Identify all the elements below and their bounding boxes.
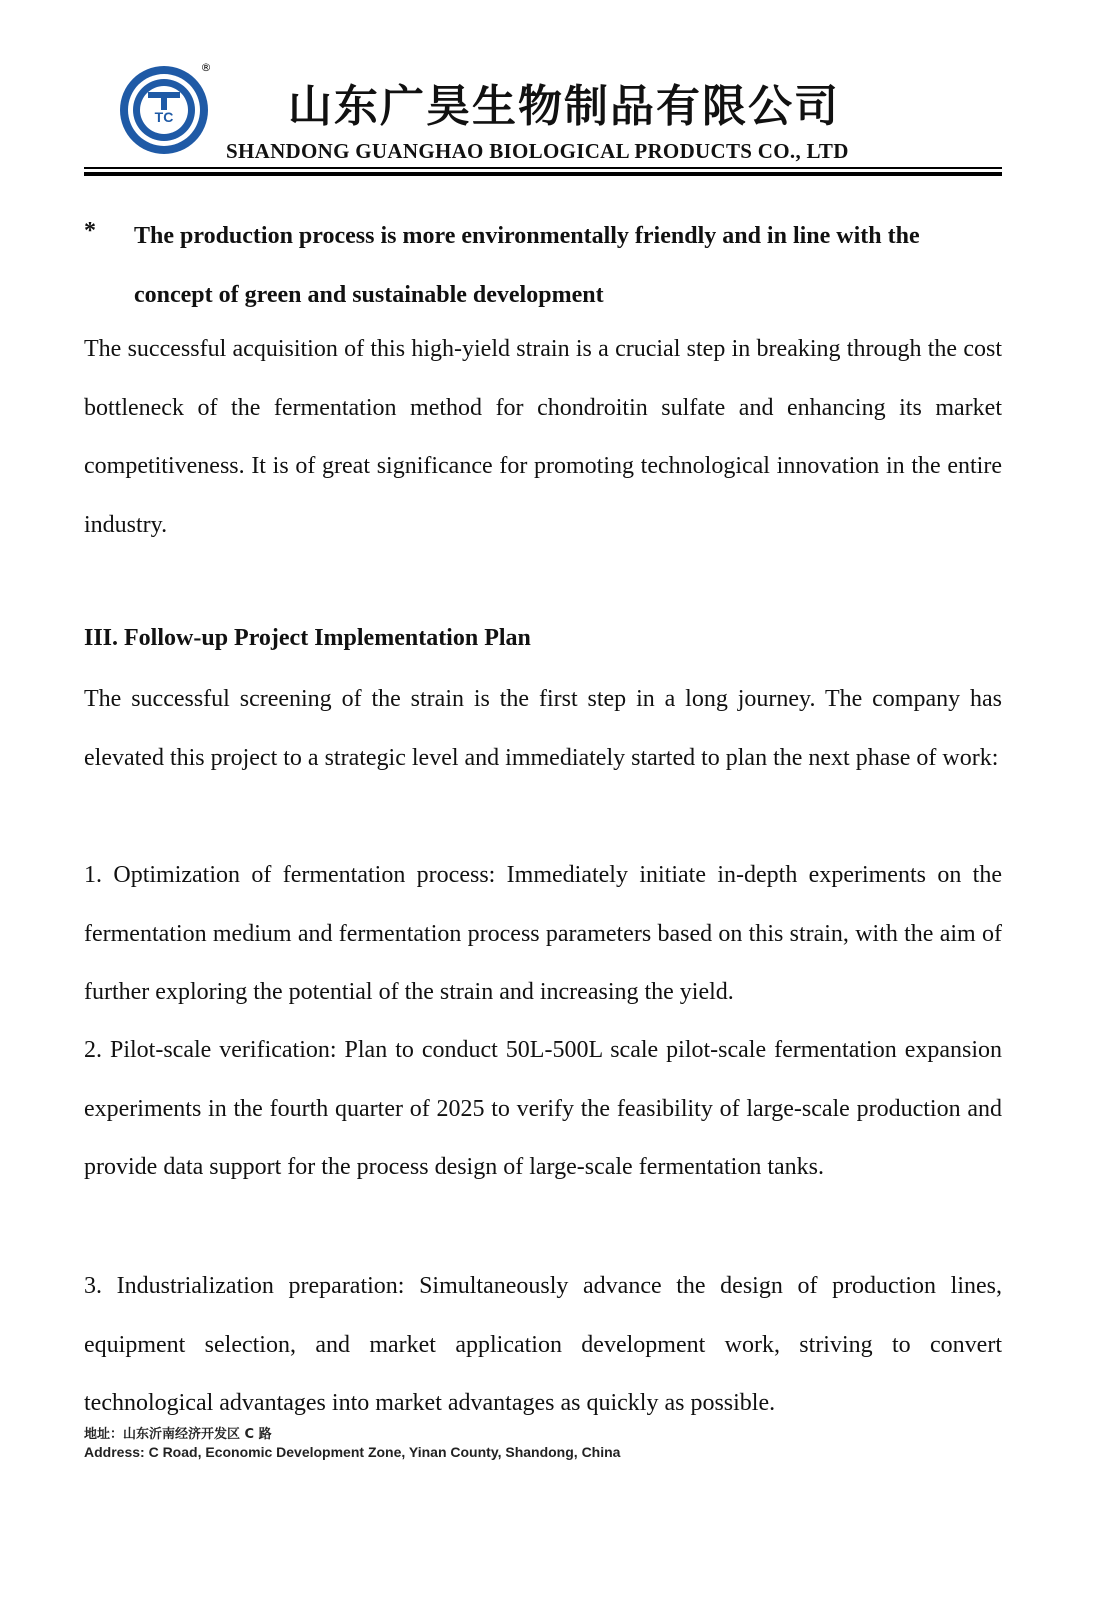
registered-mark: ® bbox=[200, 61, 212, 74]
company-logo bbox=[118, 58, 218, 158]
company-name-cn: 山东广昊生物制品有限公司 bbox=[288, 81, 840, 132]
list-item-optimization: 1. Optimization of fermentation process: Immediately initiate in-depth experiments on the fermentation medium and fermentation process parameters based on this strain, with the aim of further exploring the potential of the strain and increasing the yield. bbox=[84, 862, 1002, 1006]
logo-text: TC bbox=[154, 109, 174, 125]
paragraph-significance: The successful acquisition of this high-yield strain is a crucial step in breaking through the cost bottleneck of the fermentation method for chondroitin sulfate and enhancing its market competitiveness. It is of great significance for promoting technological innovation in the entire industry. bbox=[84, 336, 1002, 538]
footer-address-cn: 地址：山东沂南经济开发区 C 路 bbox=[84, 1427, 272, 1442]
bullet-marker: * bbox=[84, 218, 96, 244]
header-rule-thin bbox=[84, 167, 1002, 169]
paragraph-intro: The successful screening of the strain is the first step in a long journey. The company has elevated this project to a strategic level and immediately started to plan the next phase of work: bbox=[84, 686, 1002, 771]
company-name-en: SHANDONG GUANGHAO BIOLOGICAL PRODUCTS CO., LTD bbox=[226, 139, 849, 163]
list-item-industrialization: 3. Industrialization preparation: Simultaneously advance the design of production lines, equipment selection, and market application development work, striving to convert technological advantages into market advantages as quickly as possible. bbox=[84, 1273, 1002, 1417]
list-item-pilot-scale: 2. Pilot-scale verification: Plan to conduct 50L-500L scale pilot-scale fermentation expansion experiments in the fourth quarter of 2025 to verify the feasibility of large-scale production and provide data support for the process design of large-scale fermentation tanks. bbox=[84, 1037, 1002, 1181]
header-rule-thick bbox=[84, 172, 1002, 176]
footer-address-en: Address: C Road, Economic Development Zone, Yinan County, Shandong, China bbox=[84, 1444, 621, 1460]
section-heading: III. Follow-up Project Implementation Plan bbox=[84, 625, 531, 651]
bullet-point: The production process is more environmentally friendly and in line with the concept of green and sustainable development bbox=[134, 223, 920, 308]
